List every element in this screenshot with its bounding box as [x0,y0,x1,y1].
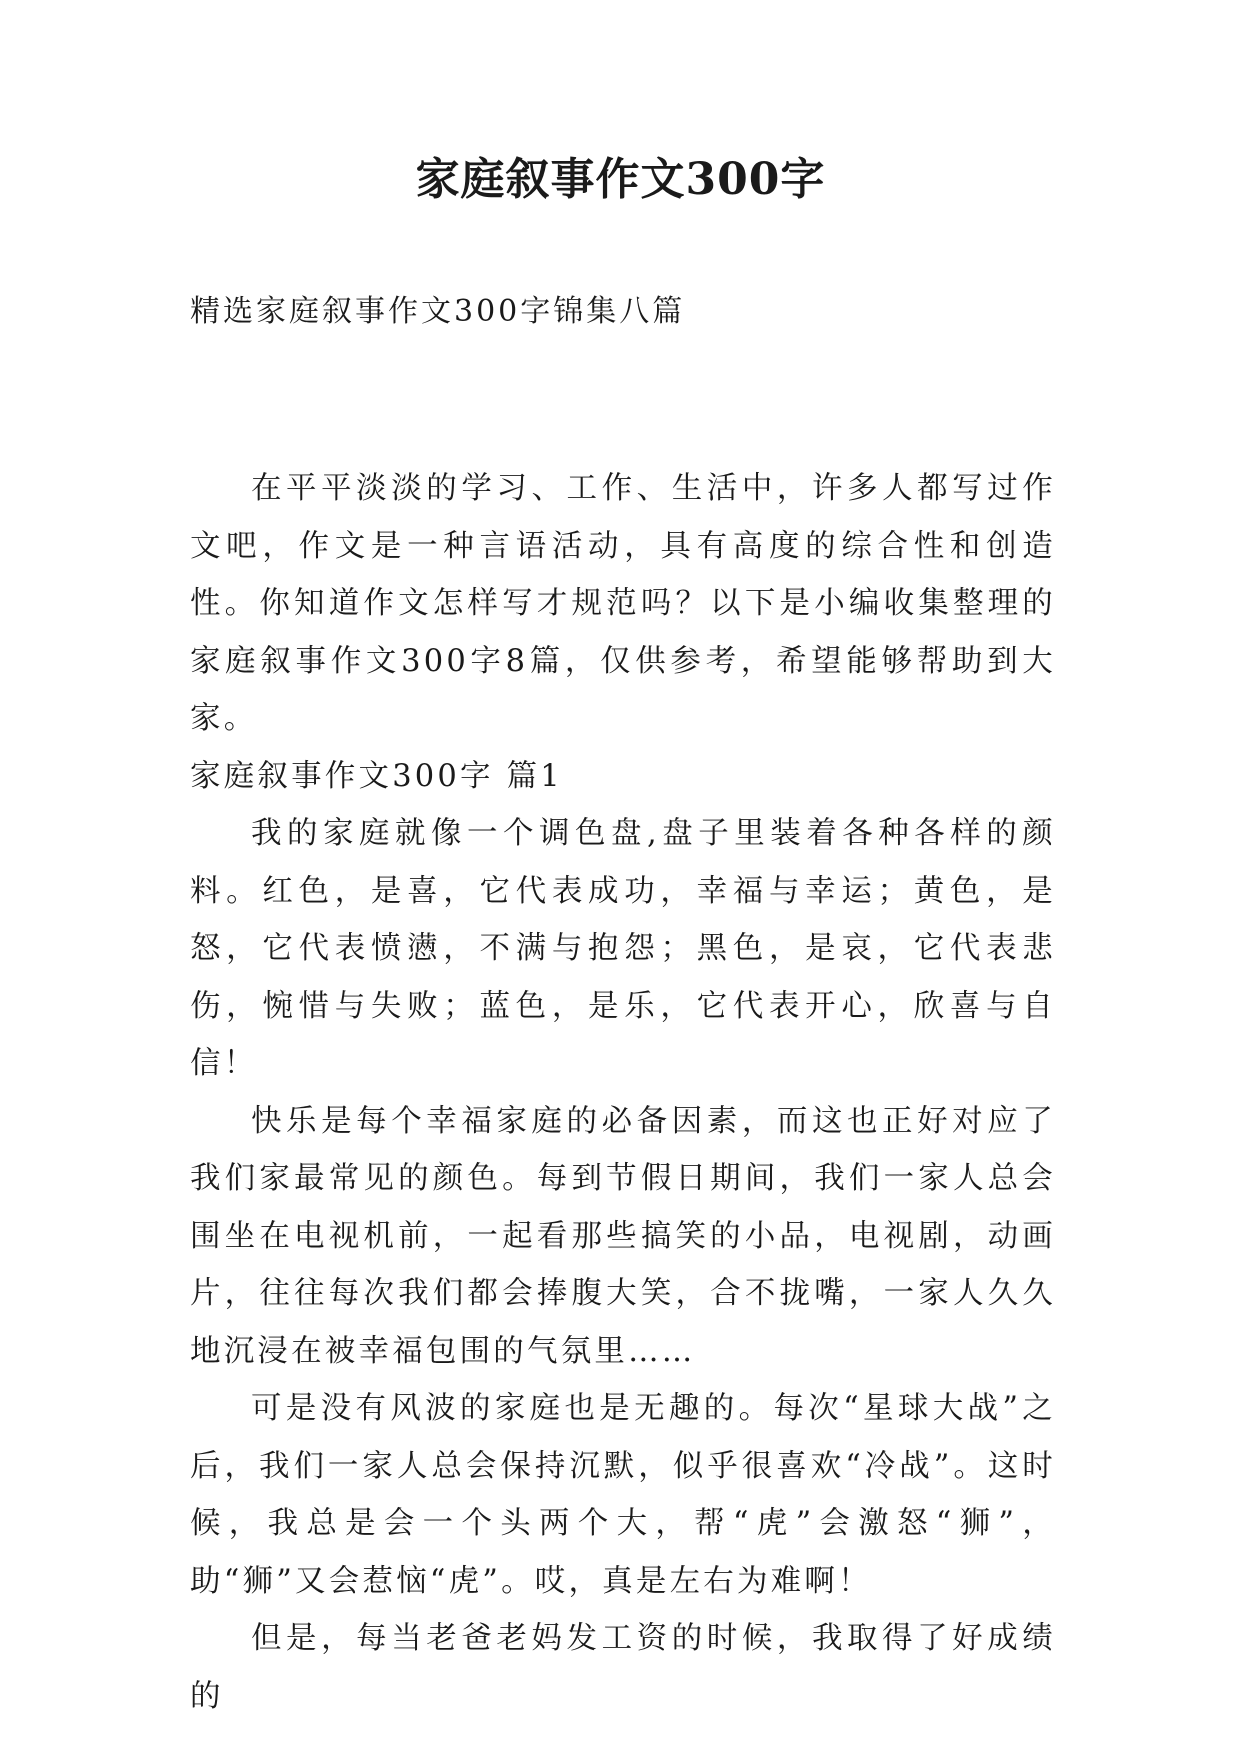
intro-paragraph: 在平平淡淡的学习、工作、生活中，许多人都写过作文吧，作文是一种言语活动，具有高度的综合性和创造性。你知道作文怎样写才规范吗？以下是小编收集整理的家庭叙事作文300字8篇，仅供参考，希望能够帮助到大家。 [190,471,1056,736]
body-paragraph: 可是没有风波的家庭也是无趣的。每次“星球大战”之后，我们一家人总会保持沉默，似乎很喜欢“冷战”。这时候，我总是会一个头两个大，帮“虎”会激怒“狮”，助“狮”又会惹恼“虎”。哎，真是左右为难啊！ [190,1391,1056,1599]
document-subtitle: 精选家庭叙事作文300字锦集八篇 [190,294,686,329]
document-body [190,460,1056,1725]
body-paragraph: 我的家庭就像一个调色盘,盘子里装着各种各样的颜料。红色，是喜，它代表成功，幸福与幸运；黄色，是怒，它代表愤懑，不满与抱怨；黑色，是哀，它代表悲伤，惋惜与失败；蓝色，是乐，它代表开心，欣喜与自信！ [190,816,1056,1081]
body-paragraph: 但是，每当老爸老妈发工资的时候，我取得了好成绩的 [190,1621,1056,1714]
document-title: 家庭叙事作文300字 [415,154,826,205]
body-paragraph: 快乐是每个幸福家庭的必备因素，而这也正好对应了我们家最常见的颜色。每到节假日期间，我们一家人总会围坐在电视机前，一起看那些搞笑的小品，电视剧，动画片，往往每次我们都会捧腹大笑，合不拢嘴，一家人久久地沉浸在被幸福包围的气氛里…… [190,1103,1056,1369]
section-heading: 家庭叙事作文300字 篇1 [190,758,563,794]
